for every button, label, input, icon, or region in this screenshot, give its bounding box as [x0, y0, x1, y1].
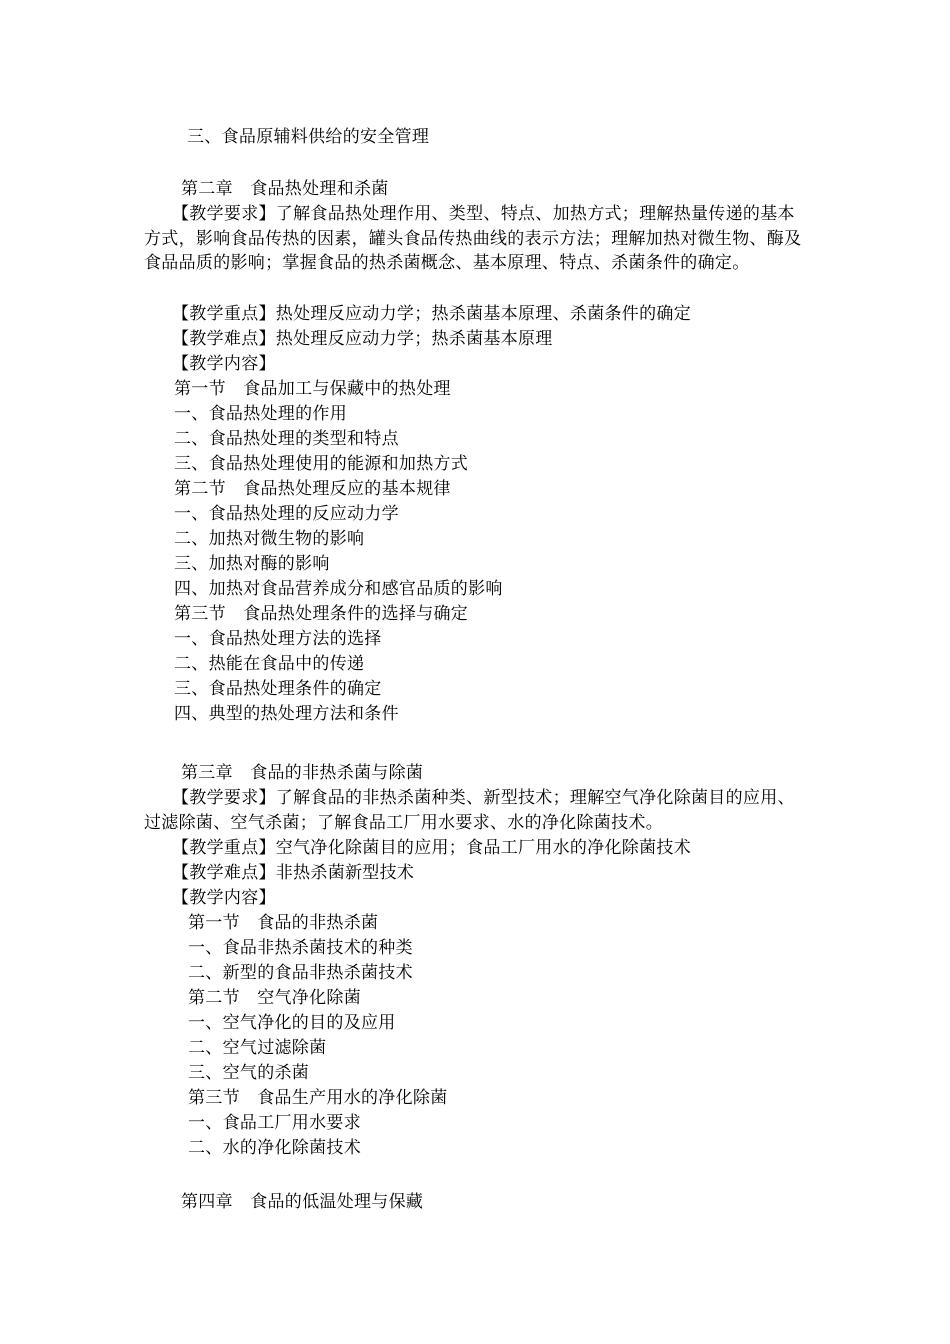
- section-heading: 第二节 空气净化除菌: [188, 988, 361, 1008]
- subsection-item: 一、食品热处理方法的选择: [174, 629, 382, 649]
- section-item: 三、食品原辅料供给的安全管理: [187, 127, 430, 147]
- teaching-difficulties: 【教学难点】热处理反应动力学；热杀菌基本原理: [172, 329, 553, 349]
- subsection-item: 四、加热对食品营养成分和感官品质的影响: [174, 579, 503, 599]
- section-heading: 第一节 食品加工与保藏中的热处理: [174, 379, 451, 399]
- teaching-content-label: 【教学内容】: [172, 888, 276, 908]
- teaching-difficulties: 【教学难点】非热杀菌新型技术: [172, 863, 415, 883]
- subsection-item: 一、食品热处理的作用: [174, 404, 347, 424]
- subsection-item: 二、空气过滤除菌: [188, 1038, 327, 1058]
- subsection-item: 二、热能在食品中的传递: [174, 654, 365, 674]
- subsection-item: 二、食品热处理的类型和特点: [174, 429, 399, 449]
- subsection-item: 二、新型的食品非热杀菌技术: [188, 963, 413, 983]
- teaching-key-points: 【教学重点】热处理反应动力学；热杀菌基本原理、杀菌条件的确定: [172, 304, 691, 324]
- section-heading: 第一节 食品的非热杀菌: [188, 913, 379, 933]
- subsection-item: 一、空气净化的目的及应用: [188, 1013, 396, 1033]
- subsection-item: 二、加热对微生物的影响: [174, 529, 365, 549]
- subsection-item: 三、食品热处理条件的确定: [174, 679, 382, 699]
- teaching-key-points: 【教学重点】空气净化除菌目的应用；食品工厂用水的净化除菌技术: [172, 838, 691, 858]
- subsection-item: 一、食品工厂用水要求: [188, 1113, 361, 1133]
- section-heading: 第三节 食品生产用水的净化除菌: [188, 1088, 448, 1108]
- teaching-requirements: 【教学要求】了解食品热处理作用、类型、特点、加热方式；理解热量传递的基本方式，影响食品传热的因素，罐头食品传热曲线的表示方法；理解加热对微生物、酶及食品品质的影响；掌握食品的热杀菌概念、基本原理、特点、杀菌条件的确定。: [144, 204, 802, 274]
- chapter-title: 第二章 食品热处理和杀菌: [181, 179, 389, 199]
- subsection-item: 一、食品热处理的反应动力学: [174, 504, 399, 524]
- chapter-title: 第四章 食品的低温处理与保藏: [181, 1192, 424, 1212]
- subsection-item: 一、食品非热杀菌技术的种类: [188, 938, 413, 958]
- subsection-item: 四、典型的热处理方法和条件: [174, 704, 399, 724]
- teaching-content-label: 【教学内容】: [172, 354, 276, 374]
- section-heading: 第二节 食品热处理反应的基本规律: [174, 479, 451, 499]
- chapter-title: 第三章 食品的非热杀菌与除菌: [181, 763, 424, 783]
- subsection-item: 三、食品热处理使用的能源和加热方式: [174, 454, 469, 474]
- subsection-item: 三、空气的杀菌: [188, 1063, 310, 1083]
- teaching-requirements: 【教学要求】了解食品的非热杀菌种类、新型技术；理解空气净化除菌目的应用、过滤除菌、空气杀菌；了解食品工厂用水要求、水的净化除菌技术。: [144, 788, 795, 833]
- subsection-item: 二、水的净化除菌技术: [188, 1138, 361, 1158]
- subsection-item: 三、加热对酶的影响: [174, 554, 330, 574]
- section-heading: 第三节 食品热处理条件的选择与确定: [174, 604, 469, 624]
